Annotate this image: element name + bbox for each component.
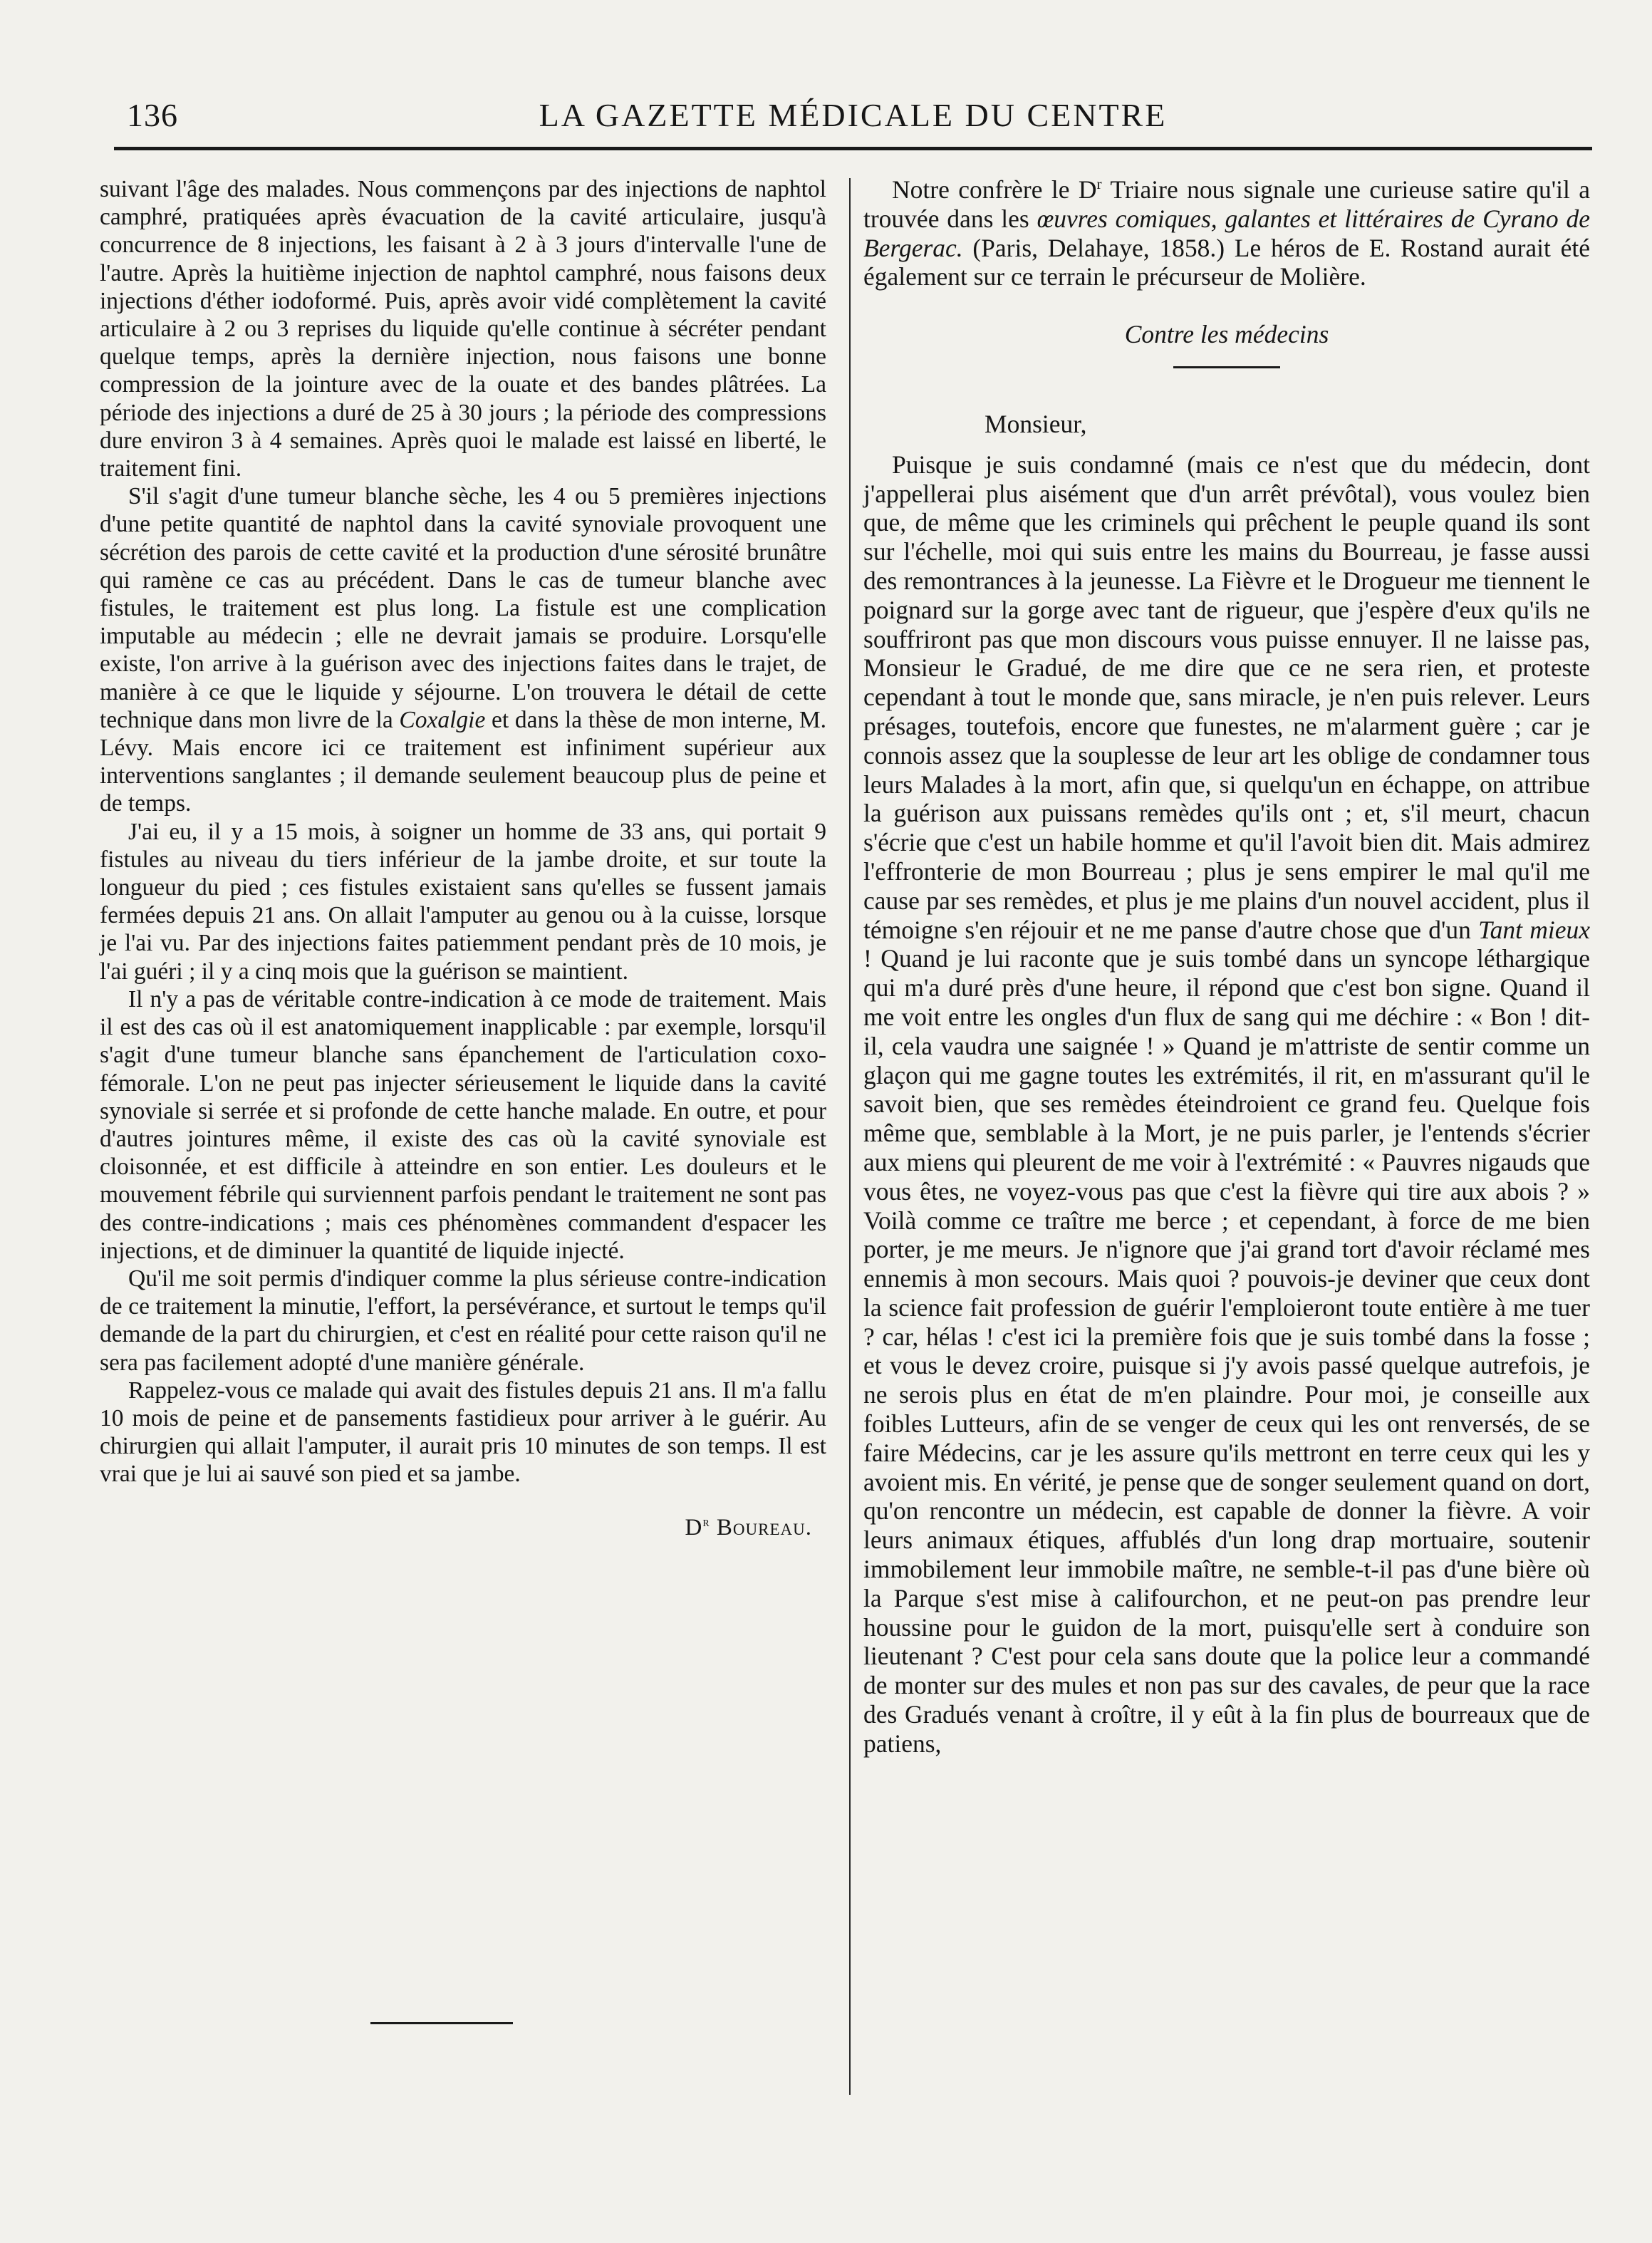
author-signature: $D^r$ Boureau. <box>685 1513 812 1540</box>
left-column <box>100 175 826 1542</box>
page-number: 136 <box>127 97 178 133</box>
right-column <box>863 175 1590 1758</box>
end-rule <box>370 2022 513 2024</box>
paragraph: suivant l'âge des malades. Nous commençons par des injections de naphtol camphré, pratiquées après évacuation de la cavité articulaire, jusqu'à concurrence de 8 injections, les faisant à 2 à 3 jours d'intervalle l'une de l'autre. Après la huitième injection de naphtol camphré, nous faisons deux injections d'éther iodoformé. Puis, après avoir vidé complètement la cavité articulaire à 2 ou 3 reprises du liquide qu'elle continue à sécréter pendant quelque temps, après la dernière injection, nous faisons une bonne compression de la jointure avec de la ouate et des bandes plâtrées. La période des injections a duré de 25 à 30 jours ; la période des compressions dure environ 3 à 4 semaines. Après quoi le malade est laissé en liberté, le traitement fini. <box>100 176 826 482</box>
salutation: Monsieur, <box>985 409 1087 438</box>
heading-rule <box>1173 366 1280 368</box>
letter-paragraph: Puisque je suis condamné (mais ce n'est que du médecin, dont j'appellerai plus aisément que d'un arrêt prévôtal), vous voulez bien que, de même que les criminels qui prêchent le peuple quand ils sont sur l'échelle, moi qui suis entre les mains du Bourreau, je fasse aussi des remontrances à la jeunesse. La Fièvre et le Drogueur me tiennent le poignard sur la gorge avec tant de rigueur, que j'espère d'eux qu'ils ne souffriront pas que mon discours vous puisse ennuyer. Il ne laisse pas, Monsieur le Gradué, de me dire que ce ne sera rien, et proteste cependant à tout le monde que, sans miracle, je n'en puis relever. Leurs présages, toutefois, encore que funestes, ne m'alarment guère ; car je connois assez que la souplesse de leur art les oblige de condamner tous leurs Malades à la mort, afin que, si quelqu'un en échappe, on attribue la guérison aux puissans remèdes qu'ils ont ; et, s'il meurt, chacun s'écrie que c'est un habile homme et qu'il l'avoit bien dit. Mais admirez l'effronterie de mon Bourreau ; plus je sens empirer le mal qu'il me cause par ses remèdes, et plus je me plains d'un nouvel accident, plus il témoigne s'en réjouir et ne me panse d'autre chose que d'un Tant mieux ! Quand je lui raconte que je suis tombé dans un syncope léthargique qui m'a duré près d'une heure, il répond que c'est bon signe. Quand il me voit entre les ongles d'un flux de sang qui me déchire : « Bon ! dit-il, cela vaudra une saignée ! » Quand je m'attriste de sentir comme un glaçon qui me gagne toutes les extrémités, il rit, en m'assurant qu'il le savoit bien, que ses remèdes éteindroient ce grand feu. Quelque fois même que, semblable à la Mort, je ne puis parler, je l'entends s'écrier aux miens qui pleurent de me voir à l'extrémité : « Pauvres nigauds que vous êtes, ne voyez-vous pas que c'est la fièvre qui tire aux abois ? » Voilà comme ce traître me berce ; et cependant, à force de me bien porter, je me meurs. Je n'ignore que j'ai grand tort d'avoir réclamé mes ennemis à mon secours. Mais quoi ? pouvois-je deviner que ceux dont la science fait profession de guérir l'emploieront toute entière à me tuer ? car, hélas ! c'est ici la première fois que je suis tombé dans la fosse ; et vous le devez croire, puisque si j'y avois passé quelque autrefois, je ne serois plus en état de m'en plaindre. Pour moi, je conseille aux foibles Lutteurs, afin de se venger de ceux qui les ont renversés, de se faire Médecins, car je les assure qu'ils mettront en terre ceux qui les y avoient mis. En vérité, je pense que de songer seulement quand on dort, qu'on rencontre un médecin, est capable de donner la fièvre. A voir leurs animaux étiques, affublés d'un long drap mortuaire, soutenir immobilement leur immobile maître, ne semble-t-il pas d'une bière où la Parque s'est mise à califourchon, et ne peut-on pas prendre leur houssine pour le guidon de la mort, puisqu'elle sert à conduire son lieutenant ? C'est pour cela sans doute que la police leur a commandé de monter sur des mules et non pas sur des cavales, de peur que la race des Gradués venant à croître, il y eût à la fin plus de bourreaux que de patiens, <box>863 450 1590 1758</box>
page-header <box>114 89 1592 146</box>
column-divider <box>849 178 851 2095</box>
journal-title: LA GAZETTE MÉDICALE DU CENTRE <box>539 97 1168 133</box>
header-rule <box>114 147 1592 150</box>
paragraph: J'ai eu, il y a 15 mois, à soigner un homme de 33 ans, qui portait 9 fistules au niveau du tiers inférieur de la jambe droite, et sur toute la longueur du pied ; ces fistules existaient sans qu'elles se fussent jamais fermées depuis 21 ans. On allait l'amputer au genou ou à la cuisse, lorsque je l'ai vu. Par des injections faites patiemment pendant près de 10 mois, je l'ai guéri ; il y a cinq mois que la guérison se maintient. <box>100 818 826 985</box>
intro-paragraph: Notre confrère le $D^r$ Triaire nous signale une curieuse satire qu'il a trouvée dans les œuvres comiques, galantes et littéraires de Cyrano de Bergerac. (Paris, Delahaye, 1858.) Le héros de E. Rostand aurait été également sur ce terrain le précurseur de Molière. <box>863 175 1590 291</box>
paragraph: S'il s'agit d'une tumeur blanche sèche, les 4 ou 5 premières injections d'une petite quantité de naphtol dans la cavité synoviale provoquent une sécrétion des parois de cette cavité et la production d'une sérosité brunâtre qui ramène ce cas au précédent. Dans le cas de tumeur blanche avec fistules, le traitement est plus long. La fistule est une complication imputable au médecin ; elle ne devrait jamais se produire. Lorsqu'elle existe, l'on arrive à la guérison avec des injections faites dans le trajet, de manière à ce que le liquide y séjourne. L'on trouvera le détail de cette technique dans mon livre de la Coxalgie et dans la thèse de mon interne, M. Lévy. Mais encore ici ce traitement est infiniment supérieur aux interventions sanglantes ; il demande seulement beaucoup plus de peine et de temps. <box>100 483 827 817</box>
paragraph: Qu'il me soit permis d'indiquer comme la plus sérieuse contre-indication de ce traitement la minutie, l'effort, la persévérance, et surtout le temps qu'il demande de la part du chirurgien, et c'est en réalité pour cette raison qu'il ne sera pas facilement adopté d'une manière générale. <box>100 1265 826 1376</box>
paragraph: Il n'y a pas de véritable contre-indication à ce mode de traitement. Mais il est des cas où il est anatomiquement inapplicable : par exemple, lorsqu'il s'agit d'une tumeur blanche sans épanchement de l'articulation coxo-fémorale. L'on ne peut pas injecter sérieusement le liquide dans la cavité synoviale si serrée et si profonde de cette hanche malade. En outre, et pour d'autres jointures même, il existe des cas où la cavité synoviale est cloisonnée, et est difficile à atteindre en son entier. Les douleurs et le mouvement fébrile qui surviennent parfois pendant le traitement ne sont pas des contre-indications ; mais ces phénomènes commandent d'espacer les injections, et de diminuer la quantité de liquide injecté. <box>100 985 826 1264</box>
paragraph: Rappelez-vous ce malade qui avait des fistules depuis 21 ans. Il m'a fallu 10 mois de peine et de pansements fastidieux pour arriver à le guérir. Au chirurgien qui allait l'amputer, il aurait pris 10 minutes de son temps. Il est vrai que je lui ai sauvé son pied et sa jambe. <box>100 1377 826 1488</box>
section-heading: Contre les médecins <box>1124 320 1329 349</box>
